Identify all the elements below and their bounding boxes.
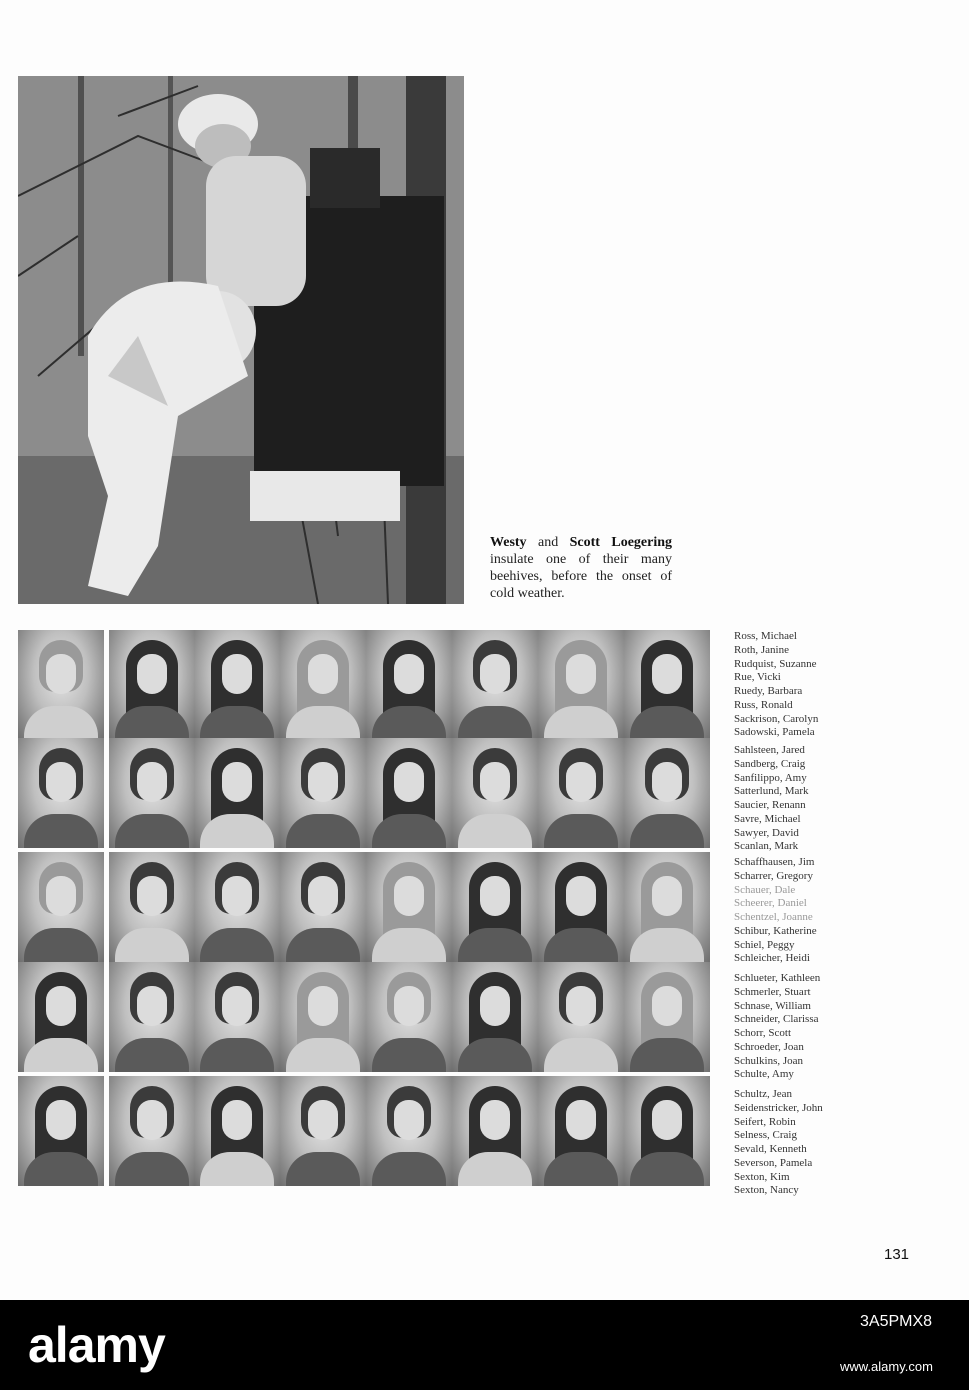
student-name: Rue, Vicki (734, 671, 781, 684)
beekeepers-photo (18, 76, 464, 604)
site-url: www.alamy.com (840, 1359, 933, 1374)
caption-text: insulate one of their many beehives, before the onset of cold weather. (490, 552, 672, 601)
student-name: Schmerler, Stuart (734, 985, 811, 998)
student-name: Schroeder, Joan (734, 1040, 804, 1053)
student-portrait (109, 630, 195, 740)
student-name: Sadowski, Pamela (734, 726, 815, 739)
student-name: Sackrison, Carolyn (734, 712, 819, 725)
student-portrait (366, 962, 452, 1072)
student-name: Sahlsteen, Jared (734, 744, 805, 756)
student-name: Schorr, Scott (734, 1027, 791, 1039)
student-name: Schultz, Jean (734, 1088, 793, 1100)
student-name: Schleicher, Heidi (734, 952, 810, 965)
alamy-logo: alamy (28, 1317, 165, 1373)
student-portrait (452, 630, 538, 740)
caption-name-westy: Westy (490, 535, 527, 550)
student-portrait (194, 738, 280, 848)
student-portrait (538, 630, 624, 740)
student-portrait (366, 738, 452, 848)
student-portrait (366, 1076, 452, 1186)
student-portrait (280, 962, 366, 1072)
student-name: Savre, Michael (734, 812, 801, 825)
name-group (734, 856, 854, 966)
student-portrait (538, 1076, 624, 1186)
name-group (734, 630, 854, 740)
image-id: 3A5PMX8 (860, 1313, 933, 1330)
student-name: Severson, Pamela (734, 1156, 813, 1169)
student-portrait (624, 630, 710, 740)
name-group (734, 1088, 854, 1198)
name-group (734, 744, 854, 854)
student-portrait (194, 852, 280, 962)
student-portrait (452, 738, 538, 848)
student-portrait (18, 852, 104, 962)
student-portrait (538, 738, 624, 848)
student-portrait (452, 962, 538, 1072)
student-name: Sanfilippo, Amy (734, 771, 807, 784)
student-name: Schnase, William (734, 999, 811, 1012)
student-portrait (366, 630, 452, 740)
page-number: 131 (884, 1246, 910, 1263)
student-name: Schulte, Amy (734, 1068, 794, 1081)
caption-conjunction: and (537, 535, 559, 550)
student-name: Schulkins, Joan (734, 1054, 804, 1067)
student-name: Seidenstricker, John (734, 1101, 823, 1114)
caption-name-scott: Scott Loegering (569, 535, 673, 550)
student-portrait (194, 962, 280, 1072)
student-name: Ruedy, Barbara (734, 685, 803, 697)
student-name: Russ, Ronald (734, 698, 793, 711)
student-name: Schiel, Peggy (734, 938, 795, 951)
student-portrait (280, 630, 366, 740)
student-name: Schlueter, Kathleen (734, 972, 821, 984)
student-portrait (18, 1076, 104, 1186)
student-name: Ross, Michael (734, 630, 797, 642)
student-name: Rudquist, Suzanne (734, 657, 817, 670)
student-name: Scanlan, Mark (734, 840, 799, 853)
student-name: Sawyer, David (734, 826, 799, 839)
beekeepers-photo-illustration (18, 76, 464, 604)
student-name: Schaffhausen, Jim (734, 856, 815, 868)
student-name: Satterlund, Mark (734, 785, 809, 798)
student-name: Scharrer, Gregory (734, 869, 813, 882)
student-portrait (624, 738, 710, 848)
student-name: Saucier, Renann (734, 799, 806, 811)
student-name: Sexton, Nancy (734, 1184, 799, 1197)
student-name: Selness, Craig (734, 1129, 797, 1142)
student-name: Schentzel, Joanne (734, 911, 813, 923)
student-portrait (194, 630, 280, 740)
student-portrait (280, 852, 366, 962)
student-portrait (18, 738, 104, 848)
student-portrait (18, 630, 104, 740)
student-name: Scheerer, Daniel (734, 897, 807, 910)
student-name: Schibur, Katherine (734, 924, 817, 937)
student-portrait (109, 738, 195, 848)
student-name: Sexton, Kim (734, 1170, 790, 1183)
student-portrait (624, 852, 710, 962)
student-portrait (624, 962, 710, 1072)
student-portrait (538, 852, 624, 962)
student-portrait (109, 1076, 195, 1186)
student-name: Schauer, Dale (734, 883, 796, 896)
student-portrait (452, 852, 538, 962)
student-portrait (624, 1076, 710, 1186)
student-portrait (109, 852, 195, 962)
student-portrait (452, 1076, 538, 1186)
student-name: Sevald, Kenneth (734, 1143, 807, 1155)
student-portrait (194, 1076, 280, 1186)
portrait-grid (18, 630, 722, 1200)
student-portrait (109, 962, 195, 1072)
student-name: Seifert, Robin (734, 1115, 796, 1128)
student-name: Sandberg, Craig (734, 757, 806, 770)
student-name: Schneider, Clarissa (734, 1013, 819, 1026)
name-group (734, 972, 854, 1082)
photo-caption (490, 534, 672, 602)
student-portrait (18, 962, 104, 1072)
student-name: Roth, Janine (734, 643, 789, 656)
student-portrait (280, 1076, 366, 1186)
student-portrait (280, 738, 366, 848)
student-portrait (538, 962, 624, 1072)
student-portrait (366, 852, 452, 962)
